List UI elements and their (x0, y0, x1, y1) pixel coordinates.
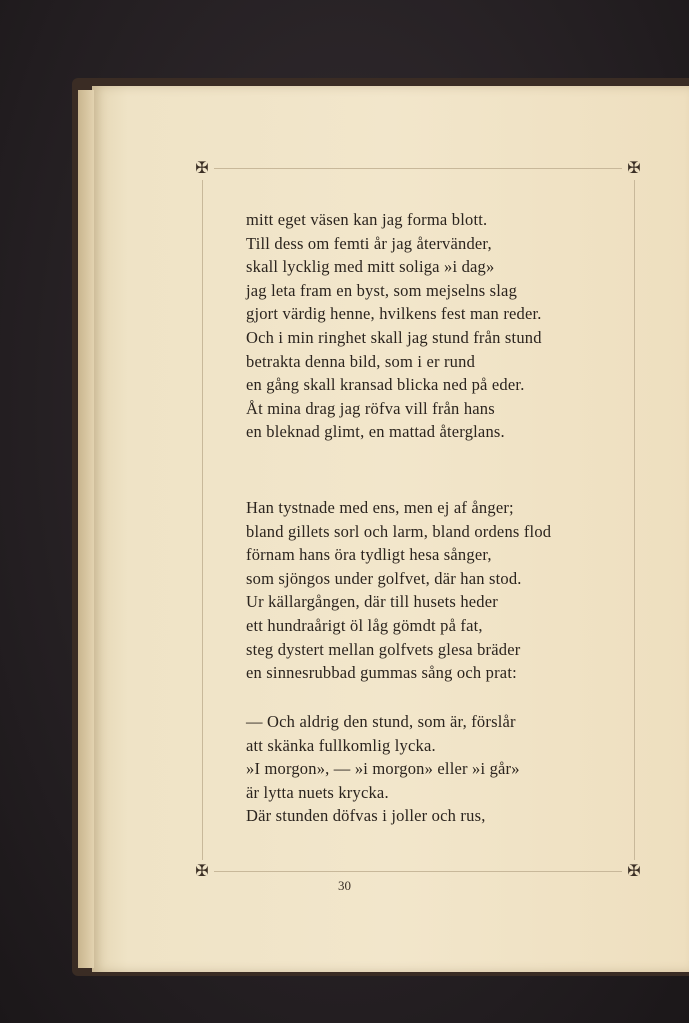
corner-ornament-top-right-icon (622, 158, 646, 178)
verse-line: — Och aldrig den stund, som är, förslår (246, 712, 516, 731)
verse-line: Och i min ringhet skall jag stund från stund (246, 327, 542, 347)
frame-bottom-rule (214, 871, 622, 872)
verse-line: Han tystnade med ens, men ej af ånger; (246, 498, 514, 517)
verse-line: bland gillets sorl och larm, bland ordens flod (246, 521, 552, 541)
verse-line: skall lycklig med mitt soliga »i dag» (246, 257, 495, 277)
verse-line: att skänka fullkomlig lycka. (246, 735, 436, 755)
verse-line: Där stunden döfvas i joller och rus, (246, 806, 486, 826)
frame-left-rule (202, 180, 203, 860)
verse-line: en gång skall kransad blicka ned på eder. (246, 375, 525, 395)
verse-line: steg dystert mellan golfvets glesa bräder (246, 639, 521, 659)
verse-stanza-2 (246, 496, 636, 685)
frame-top-rule (214, 168, 622, 169)
corner-ornament-top-left-icon (190, 158, 214, 178)
verse-line: förnam hans öra tydligt hesa sånger, (246, 545, 492, 565)
page-number: 30 (338, 878, 351, 893)
verse-line: är lytta nuets krycka. (246, 782, 389, 802)
verse-line: mitt eget väsen kan jag forma blott. (246, 210, 488, 229)
verse-line: ett hundraårigt öl låg gömdt på fat, (246, 615, 483, 635)
verse-stanza-1 (246, 208, 636, 444)
verse-line: som sjöngos under golfvet, där han stod. (246, 568, 522, 588)
verse-line: betrakta denna bild, som i er rund (246, 351, 476, 371)
verse-line: »I morgon», — »i morgon» eller »i går» (246, 759, 520, 779)
verse-line: Till dess om femti år jag återvänder, (246, 233, 492, 253)
verse-line: jag leta fram en byst, som mejselns slag (246, 280, 518, 300)
verse-line: en sinnesrubbad gummas sång och prat: (246, 663, 517, 683)
verse-line: en bleknad glimt, en mattad återglans. (246, 422, 505, 442)
verse-line: Åt mina drag jag röfva vill från hans (246, 398, 495, 418)
verse-line: Ur källargången, där till husets heder (246, 592, 498, 612)
verse-line: gjort värdig henne, hvilkens fest man reder. (246, 304, 542, 324)
verse-stanza-3 (246, 710, 636, 828)
